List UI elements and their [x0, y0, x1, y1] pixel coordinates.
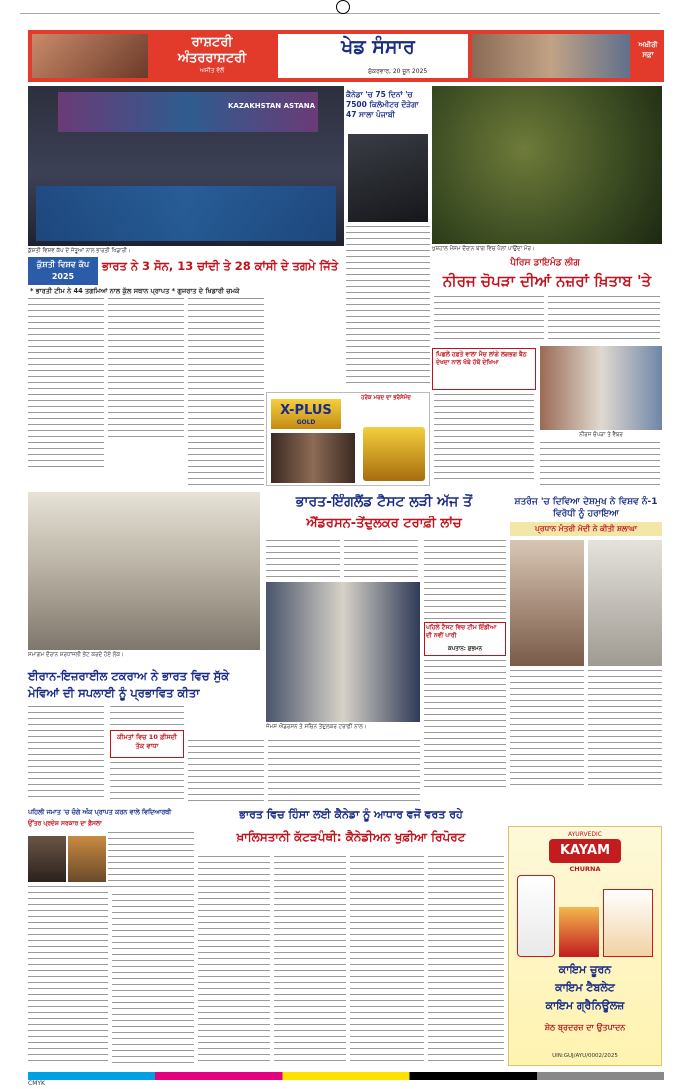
test-headline: ਭਾਰਤ-ਇੰਗਲੈਂਡ ਟੈਸਟ ਲੜੀ ਅੱਜ ਤੋਂ	[295, 494, 473, 510]
test-box-sub: ਕਪਤਾਨ: ਸ਼ੁਭਮਨ	[447, 646, 483, 652]
xplus-ad	[266, 392, 430, 486]
test-body-3	[424, 540, 506, 620]
khalistan-headline-2: ਖ਼ਾਲਿਸਤਾਨੀ ਕੱਟੜਪੰਥੀ: ਕੈਨੇਡੀਅਨ ਖੁਫ਼ੀਆ ਰਿਪੋਰਟ	[236, 830, 466, 844]
kayam-box-2	[603, 889, 653, 957]
canada-headline: ਕੈਨੇਡਾ 'ਚ 75 ਦਿਨਾਂ 'ਚ 7500 ਕਿਲੋਮੀਟਰ ਦੌੜੇਗਾ 47 ਸਾਲਾ ਪੰਜਾਬੀ	[346, 90, 419, 119]
neeraj-body-1	[434, 296, 544, 344]
chess-headline: ਸ਼ਤਰੰਜ 'ਚ ਦਿਵਿਆ ਦੇਸ਼ਮੁਖ ਨੇ ਵਿਸ਼ਵ ਨੰ-1 ਵਿਰੋਧੀ ਨੂੰ ਹਰਾਇਆ	[514, 497, 658, 519]
footer-color-bar	[28, 1072, 664, 1080]
dryfruit-body-5	[268, 740, 420, 802]
bottom-left-subhead: ਉੱਤਰ ਪ੍ਰਦੇਸ਼ ਸਰਕਾਰ ਦਾ ਫ਼ੈਸਲਾ	[28, 820, 102, 827]
crosshair-top	[336, 0, 350, 14]
wrestling-body-2	[108, 298, 184, 438]
kayam-line1: ਕਾਇਮ ਚੂਰਨ	[558, 963, 612, 976]
test-photo	[266, 582, 420, 722]
canada-photo	[348, 134, 428, 222]
masthead	[28, 30, 664, 82]
xplus-pack	[363, 427, 425, 481]
neeraj-body-4	[540, 442, 660, 486]
bottom-left-body-2	[28, 886, 108, 1064]
dryfruit-headline: ਈਰਾਨ-ਇਜ਼ਰਾਈਲ ਟਕਰਾਅ ਨੇ ਭਾਰਤ ਵਿਚ ਸੁੱਕੇ ਮੇਵਿਆਂ ਦੀ ਸਪਲਾਈ ਨੂੰ ਪ੍ਰਭਾਵਿਤ ਕੀਤਾ	[28, 669, 230, 700]
test-body-4	[424, 660, 506, 790]
khalistan-body-3	[350, 856, 424, 1064]
bottom-left-body-3	[112, 894, 194, 1064]
chess-body-1	[510, 670, 584, 790]
masthead-date: ਸ਼ੁੱਕਰਵਾਰ, 20 ਜੂਨ 2025	[368, 68, 428, 75]
wrestling-headline: ਭਾਰਤ ਨੇ 3 ਸੋਨ, 13 ਚਾਂਦੀ ਤੇ 28 ਕਾਂਸੀ ਦੇ ਤਗਮੇ ਜਿੱਤੇ	[102, 259, 339, 273]
khalistan-body-1	[198, 856, 270, 1064]
kayam-brand: KAYAM	[559, 843, 611, 858]
crowd-caption: ਸਮਾਗਮ ਦੌਰਾਨ ਸ਼ਰਧਾਂਜਲੀ ਭੇਟ ਕਰਦੇ ਹੋਏ ਲੋਕ।	[28, 652, 124, 658]
xplus-tag: ਹਰੇਕ ਮਰਦ ਦਾ ਭਰੋਸੇਮੰਦ	[361, 395, 411, 401]
chess-photo-modi	[588, 540, 662, 666]
test-subhead: ਐਂਡਰਸਨ-ਤੇਂਦੁਲਕਰ ਟਰਾਫ਼ੀ ਲਾਂਚ	[306, 516, 462, 531]
kayam-line3: ਕਾਇਮ ਗ੍ਰੈਨਿਊਲਜ਼	[545, 999, 625, 1012]
neeraj-body-2	[548, 296, 660, 344]
masthead-corner: ਅਖ਼ੀਰੀ ਸਫ਼ਾ	[638, 41, 658, 59]
neeraj-headline: ਨੀਰਜ ਚੋਪੜਾ ਦੀਆਂ ਨਜ਼ਰਾਂ ਖ਼ਿਤਾਬ 'ਤੇ	[442, 272, 652, 290]
bottom-left-headline: ਪਹਿਲੀ ਜਮਾਤ 'ਚ ਚੰਗੇ ਅੰਕ ਪ੍ਰਾਪਤ ਕਰਨ ਵਾਲੇ ਵਿਦਿਆਰਥੀ	[28, 808, 172, 816]
masthead-photo-left	[32, 34, 148, 78]
xplus-sub: GOLD	[296, 419, 316, 426]
kayam-line2: ਕਾਇਮ ਟੈਬਲੇਟ	[555, 981, 615, 994]
khalistan-headline-1: ਭਾਰਤ ਵਿਚ ਹਿੰਸਾ ਲਈ ਕੈਨੇਡਾ ਨੂੰ ਆਧਾਰ ਵਜੋਂ ਵਰਤ ਰਹੇ	[239, 808, 463, 821]
dryfruit-body-1	[28, 706, 104, 802]
kayam-bottle	[517, 875, 555, 957]
kayam-sub: CHURNA	[569, 865, 601, 873]
dryfruit-body-4	[188, 740, 264, 802]
banner	[58, 92, 318, 132]
xplus-brand: X-PLUS	[280, 403, 332, 418]
dryfruit-pullquote: ਕੀਮਤਾਂ ਵਿਚ 10 ਫ਼ੀਸਦੀ ਤੱਕ ਵਾਧਾ	[117, 733, 177, 750]
wrestling-subhead: * ਭਾਰਤੀ ਟੀਮ ਨੇ 44 ਤਗਮਿਆਂ ਨਾਲ ਕੁੱਲ ਸਥਾਨ ਪ੍ਰਾਪਤ * ਗੁਜਰਾਤ ਦੇ ਖਿਡਾਰੀ ਚਮਕੇ	[30, 287, 240, 295]
kayam-ad	[508, 826, 662, 1066]
neeraj-caption: ਨੀਰਜ ਚੋਪੜਾ ਤੇ ਵੈਬਰ	[579, 432, 623, 438]
banner-text: KAZAKHSTAN ASTANA	[228, 102, 315, 110]
test-caption: ਜੇਮਸ ਐਂਡਰਸਨ ਤੇ ਸਚਿਨ ਤੇਂਦੁਲਕਰ ਟਰਾਫ਼ੀ ਨਾਲ।	[266, 724, 367, 730]
neeraj-photo	[540, 346, 662, 430]
kayam-box-1	[559, 907, 599, 957]
wrestling-photo	[28, 86, 344, 246]
neeraj-body-3	[434, 394, 534, 484]
masthead-left-title: ਰਾਸ਼ਟਰੀ ਅੰਤਰਰਾਸ਼ਟਰੀ ਅਜੀਤ ਵੱਲੋਂ	[177, 35, 247, 74]
footer-text: CMYK	[28, 1080, 45, 1087]
wrestling-body-1	[28, 298, 104, 468]
wrestling-body-3	[188, 298, 264, 488]
neeraj-tag: ਪੈਰਿਸ ਡਾਇਮੰਡ ਲੀਗ	[510, 258, 580, 268]
khalistan-body-4	[428, 856, 504, 1064]
khalistan-body-2	[274, 856, 346, 1064]
xplus-people	[271, 433, 355, 483]
test-body-2	[344, 540, 418, 578]
masthead-right-title: ਖੇਡ ਸੰਸਾਰ	[341, 36, 415, 58]
chess-body-2	[588, 670, 662, 790]
dryfruit-body-3	[110, 762, 184, 802]
neeraj-pullquote: ਪਿਛਲੇ ਹਫ਼ਤੇ ਵਾਲਾ ਮੈਚ ਲਾਂਗੇ ਲਗਭਗ ਬੈਠ ਦੇਖਦਾ ਨਾਲ ਖੱਬੇ ਹੱਥੋਂ ਦੇਖਿਆ	[436, 351, 527, 366]
bottom-left-body-1	[108, 832, 194, 890]
chess-subhead: ਪ੍ਰਧਾਨ ਮੰਤਰੀ ਮੋਦੀ ਨੇ ਕੀਤੀ ਸ਼ਲਾਘਾ	[535, 524, 637, 533]
peacock-caption: ਖੁਸ਼ਹਾਲ ਮੌਸਮ ਦੌਰਾਨ ਬਾਗ ਵਿਚ ਪੈਲਾਂ ਪਾਉਂਦਾ ਮੋਰ।	[432, 246, 535, 252]
bottom-left-photo-1	[28, 836, 66, 882]
masthead-photo-right	[472, 34, 630, 78]
kayam-code: UIN:GUJ/AYU/0002/2025	[552, 1053, 618, 1059]
bottom-left-photo-2	[68, 836, 106, 882]
top-caption: ਕੁੱਸ਼ਤੀ ਵਿਸ਼ਵ ਕੱਪ ਦੇ ਜੇਤੂਆਂ ਨਾਲ ਭਾਰਤੀ ਖਿਡਾਰੀ।	[28, 248, 131, 254]
team-group	[36, 186, 336, 241]
peacock-photo	[432, 86, 662, 244]
wrestling-tag-text: ਕੁੱਸ਼ਤੀ ਵਿਸ਼ਵ ਕੱਪ 2025	[36, 260, 90, 281]
chess-photo-divya	[510, 540, 584, 666]
test-box-text: ਪਹਿਲੇ ਟੈਸਟ ਵਿਚ ਟੀਮ ਇੰਡੀਆ ਦੀ ਨਵੀਂ ਪਾਰੀ	[426, 624, 497, 639]
kayam-tagline: ਸ਼ੇਠ ਬ੍ਰਦਰਜ਼ ਦਾ ਉਤਪਾਦਨ	[544, 1023, 626, 1032]
dryfruit-body-2	[110, 706, 184, 728]
canada-body	[346, 226, 430, 384]
test-body-1	[266, 540, 340, 578]
crowd-photo	[28, 492, 260, 650]
masthead-right-block	[278, 34, 468, 78]
kayam-tag: AYURVEDIC	[567, 831, 602, 838]
